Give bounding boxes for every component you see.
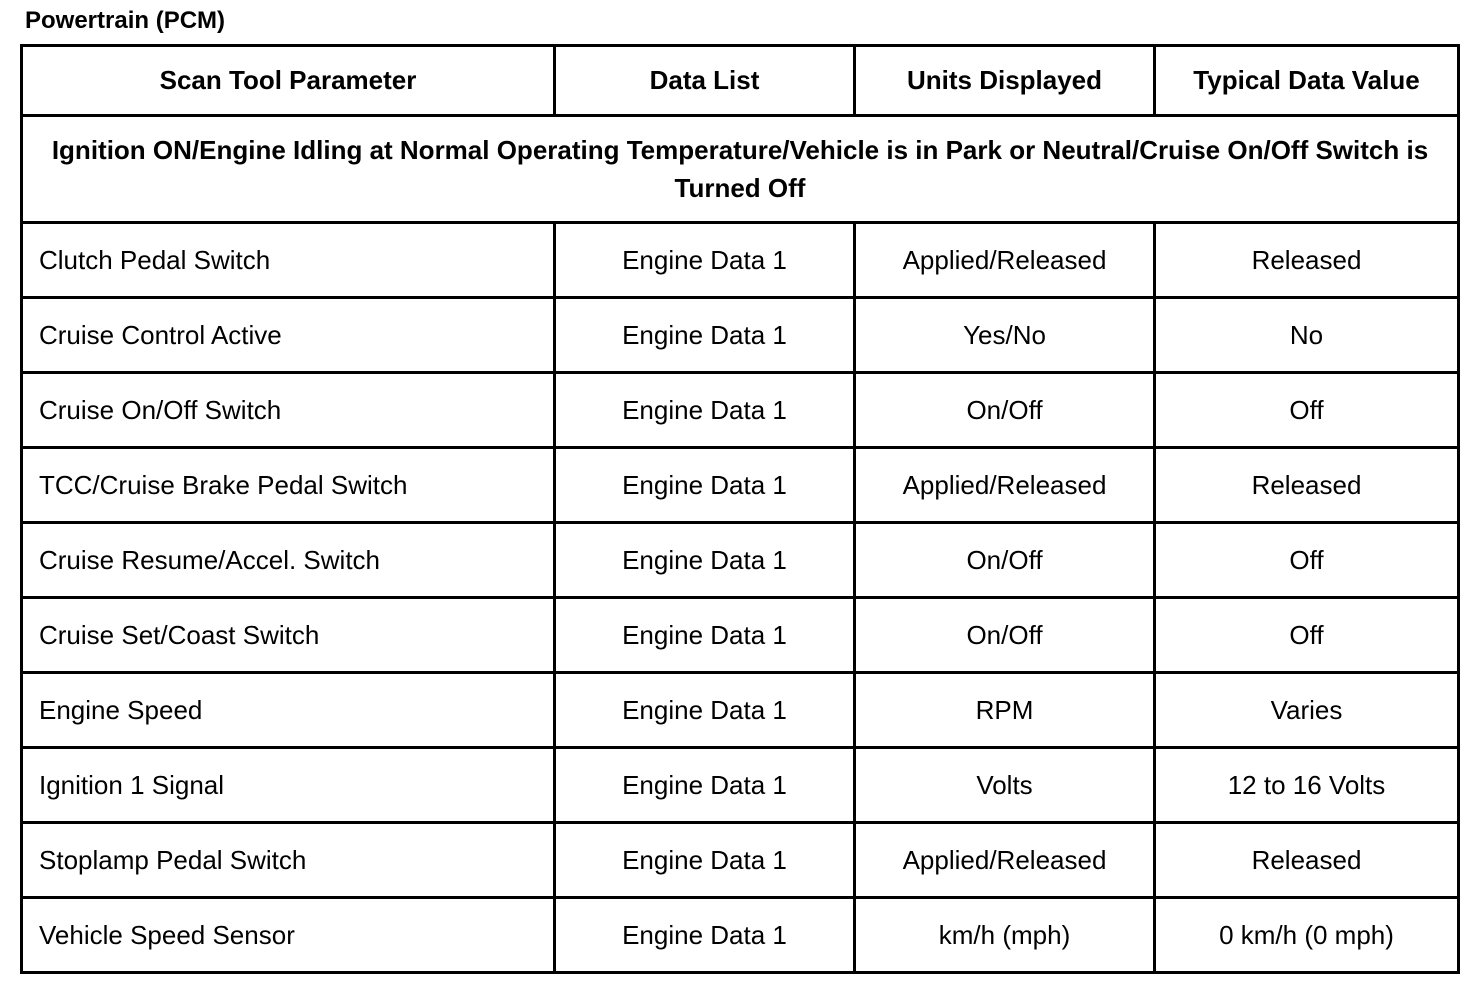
condition-row [22, 116, 1459, 223]
parameter-cell: Cruise On/Off Switch [22, 373, 555, 448]
table-row [22, 598, 1459, 673]
data-list-cell: Engine Data 1 [555, 448, 855, 523]
typical-value-cell: Varies [1155, 673, 1459, 748]
units-cell: Yes/No [855, 298, 1155, 373]
typical-value-cell: 12 to 16 Volts [1155, 748, 1459, 823]
data-list-cell: Engine Data 1 [555, 898, 855, 973]
parameter-cell: Clutch Pedal Switch [22, 223, 555, 298]
units-cell: Applied/Released [855, 448, 1155, 523]
table-header-row [22, 46, 1459, 116]
table-row [22, 223, 1459, 298]
typical-value-cell: No [1155, 298, 1459, 373]
units-cell: Volts [855, 748, 1155, 823]
table-row [22, 523, 1459, 598]
scan-tool-data-table [20, 44, 1460, 974]
data-list-cell: Engine Data 1 [555, 823, 855, 898]
table-row [22, 298, 1459, 373]
units-cell: On/Off [855, 523, 1155, 598]
parameter-cell: Cruise Set/Coast Switch [22, 598, 555, 673]
parameter-cell: TCC/Cruise Brake Pedal Switch [22, 448, 555, 523]
data-list-cell: Engine Data 1 [555, 748, 855, 823]
table-row [22, 898, 1459, 973]
operating-condition: Ignition ON/Engine Idling at Normal Operating Temperature/Vehicle is in Park or Neutral/Cruise On/Off Switch is Turned Off [22, 116, 1459, 223]
typical-value-cell: Released [1155, 823, 1459, 898]
typical-value-cell: Off [1155, 523, 1459, 598]
data-list-cell: Engine Data 1 [555, 523, 855, 598]
units-cell: km/h (mph) [855, 898, 1155, 973]
parameter-cell: Cruise Control Active [22, 298, 555, 373]
units-cell: Applied/Released [855, 223, 1155, 298]
header-scan-tool-parameter: Scan Tool Parameter [22, 46, 555, 116]
table-row [22, 673, 1459, 748]
page-title: Powertrain (PCM) [25, 7, 226, 34]
typical-value-cell: Off [1155, 373, 1459, 448]
typical-value-cell: Released [1155, 448, 1459, 523]
header-typical-data-value: Typical Data Value [1155, 46, 1459, 116]
units-cell: RPM [855, 673, 1155, 748]
table-row [22, 748, 1459, 823]
header-data-list: Data List [555, 46, 855, 116]
parameter-cell: Stoplamp Pedal Switch [22, 823, 555, 898]
parameter-cell: Cruise Resume/Accel. Switch [22, 523, 555, 598]
header-units-displayed: Units Displayed [855, 46, 1155, 116]
typical-value-cell: Off [1155, 598, 1459, 673]
data-list-cell: Engine Data 1 [555, 373, 855, 448]
parameter-cell: Engine Speed [22, 673, 555, 748]
units-cell: Applied/Released [855, 823, 1155, 898]
data-list-cell: Engine Data 1 [555, 223, 855, 298]
data-list-cell: Engine Data 1 [555, 298, 855, 373]
table-row [22, 373, 1459, 448]
units-cell: On/Off [855, 598, 1155, 673]
parameter-cell: Ignition 1 Signal [22, 748, 555, 823]
units-cell: On/Off [855, 373, 1155, 448]
data-list-cell: Engine Data 1 [555, 673, 855, 748]
data-list-cell: Engine Data 1 [555, 598, 855, 673]
parameter-cell: Vehicle Speed Sensor [22, 898, 555, 973]
table-row [22, 823, 1459, 898]
table-row [22, 448, 1459, 523]
typical-value-cell: Released [1155, 223, 1459, 298]
typical-value-cell: 0 km/h (0 mph) [1155, 898, 1459, 973]
